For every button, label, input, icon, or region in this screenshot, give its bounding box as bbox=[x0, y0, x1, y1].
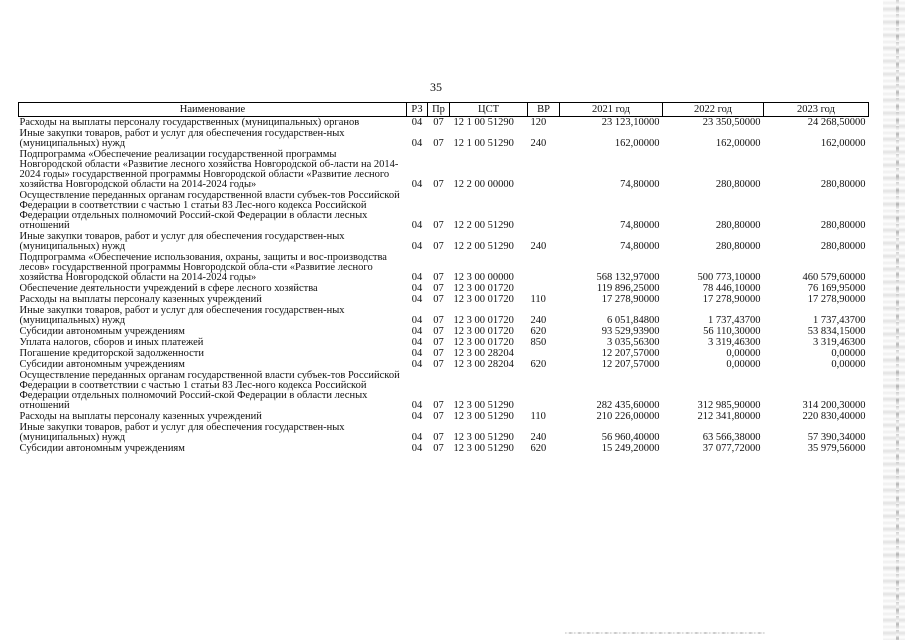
cell-2023: 460 579,60000 bbox=[802, 272, 866, 283]
cell-2021: 74,80000 bbox=[620, 241, 660, 252]
cell-2022: 1 737,43700 bbox=[708, 315, 761, 326]
cell-name: Расходы на выплаты персоналу казенных учреждений bbox=[19, 294, 262, 305]
cell-2023: 314 200,30000 bbox=[802, 400, 866, 411]
cell-name: Субсидии автономным учреждениям bbox=[19, 326, 185, 337]
header-cst: ЦСТ bbox=[450, 103, 528, 117]
cell-vr bbox=[528, 252, 560, 283]
cell-2023: 220 830,40000 bbox=[802, 411, 866, 422]
cell-rz: 04 bbox=[411, 283, 423, 294]
cell-rz: 04 bbox=[411, 359, 423, 370]
table-row bbox=[19, 117, 869, 129]
cell-2021: 119 896,25000 bbox=[596, 283, 660, 294]
cell-vr: 110 bbox=[530, 411, 546, 422]
cell-cst: 12 1 00 51290 bbox=[453, 138, 514, 149]
table-row bbox=[19, 411, 869, 422]
cell-vr: 240 bbox=[530, 241, 547, 252]
table-row bbox=[19, 190, 869, 231]
table-row bbox=[19, 348, 869, 359]
cell-2022: 0,00000 bbox=[726, 348, 761, 359]
cell-vr: 850 bbox=[530, 337, 547, 348]
table-row bbox=[19, 252, 869, 283]
cell-pr: 07 bbox=[433, 117, 444, 128]
cell-2022: 37 077,72000 bbox=[702, 443, 761, 454]
budget-table bbox=[18, 102, 869, 454]
cell-2021: 93 529,93900 bbox=[601, 326, 660, 337]
cell-2022: 312 985,90000 bbox=[697, 400, 761, 411]
cell-2021: 282 435,60000 bbox=[596, 400, 660, 411]
cell-pr: 07 bbox=[433, 443, 444, 454]
table-row bbox=[19, 294, 869, 305]
cell-name: Субсидии автономным учреждениям bbox=[19, 443, 185, 454]
cell-2023: 17 278,90000 bbox=[807, 294, 866, 305]
cell-pr: 07 bbox=[433, 272, 444, 283]
table-row bbox=[19, 128, 869, 149]
cell-rz: 04 bbox=[411, 294, 423, 305]
cell-cst: 12 3 00 01720 bbox=[453, 337, 514, 348]
cell-pr: 07 bbox=[433, 411, 444, 422]
header-name: Наименование bbox=[19, 103, 407, 117]
cell-2021: 6 051,84800 bbox=[607, 315, 660, 326]
header-rz: РЗ bbox=[407, 103, 428, 117]
header-2022: 2022 год bbox=[663, 103, 764, 117]
cell-cst: 12 3 00 01720 bbox=[453, 326, 514, 337]
cell-name: Обеспечение деятельности учреждений в сфере лесного хозяйства bbox=[19, 283, 318, 294]
cell-rz: 04 bbox=[411, 315, 423, 326]
table-row bbox=[19, 359, 869, 370]
cell-2021: 17 278,90000 bbox=[601, 294, 660, 305]
header-2023: 2023 год bbox=[764, 103, 869, 117]
cell-cst: 12 3 00 51290 bbox=[453, 443, 514, 454]
table-row bbox=[19, 283, 869, 294]
cell-cst: 12 3 00 51290 bbox=[453, 432, 514, 443]
cell-vr bbox=[528, 149, 560, 190]
cell-rz: 04 bbox=[411, 179, 423, 190]
cell-rz: 04 bbox=[411, 220, 423, 231]
cell-2021: 74,80000 bbox=[620, 220, 660, 231]
cell-2021: 74,80000 bbox=[620, 179, 660, 190]
cell-2022: 63 566,38000 bbox=[702, 432, 761, 443]
cell-rz: 04 bbox=[411, 326, 423, 337]
cell-2023: 57 390,34000 bbox=[807, 432, 866, 443]
cell-2023: 280,80000 bbox=[820, 220, 866, 231]
cell-name: Осуществление переданных органам государственной власти субъек-тов Российской Федерации в соответствии с частью 1 статьи 83 Лес-ного кодекса Российской Федерации отдельных полномочий Россий-ской Федерации в области лесных отношений bbox=[19, 370, 400, 411]
cell-name: Осуществление переданных органам государственной власти субъек-тов Российской Федерации в соответствии с частью 1 статьи 83 Лес-ного кодекса Российской Федерации отдельных полномочий Россий-ской Федерации в области лесных отношений bbox=[19, 190, 400, 231]
cell-name: Расходы на выплаты персоналу казенных учреждений bbox=[19, 411, 262, 422]
table-row bbox=[19, 370, 869, 411]
table-body bbox=[19, 117, 869, 455]
cell-name: Иные закупки товаров, работ и услуг для обеспечения государствен-ных (муниципальных) нужд bbox=[19, 422, 345, 443]
cell-pr: 07 bbox=[433, 294, 444, 305]
cell-2021: 12 207,57000 bbox=[601, 359, 660, 370]
cell-cst: 12 2 00 51290 bbox=[453, 241, 514, 252]
cell-2023: 1 737,43700 bbox=[813, 315, 866, 326]
cell-2021: 568 132,97000 bbox=[596, 272, 660, 283]
cell-2022: 23 350,50000 bbox=[702, 117, 761, 128]
cell-name: Уплата налогов, сборов и иных платежей bbox=[19, 337, 204, 348]
cell-pr: 07 bbox=[433, 326, 444, 337]
cell-rz: 04 bbox=[411, 138, 423, 149]
table-row bbox=[19, 231, 869, 252]
cell-2023: 3 319,46300 bbox=[813, 337, 866, 348]
cell-name: Подпрограмма «Обеспечение реализации государственной программы Новгородской области «Развитие лесного хозяйства Новгородской об-ласти на 2014-2024 годы» государственной программы Новгородской области «Развитие лесного хозяйства Новгородской области на 2014-2024 годы» bbox=[19, 149, 399, 190]
table-header-row bbox=[19, 103, 869, 117]
table-row bbox=[19, 422, 869, 443]
cell-rz: 04 bbox=[411, 443, 423, 454]
cell-2021: 56 960,40000 bbox=[601, 432, 660, 443]
cell-name: Иные закупки товаров, работ и услуг для обеспечения государствен-ных (муниципальных) нужд bbox=[19, 128, 345, 149]
cell-cst: 12 3 00 01720 bbox=[453, 283, 514, 294]
header-2021: 2021 год bbox=[560, 103, 663, 117]
cell-cst: 12 2 00 51290 bbox=[453, 220, 514, 231]
cell-2022: 0,00000 bbox=[726, 359, 761, 370]
table-row bbox=[19, 326, 869, 337]
cell-2022: 17 278,90000 bbox=[702, 294, 761, 305]
cell-cst: 12 1 00 51290 bbox=[453, 117, 514, 128]
cell-vr bbox=[528, 348, 560, 359]
cell-2021: 3 035,56300 bbox=[607, 337, 660, 348]
header-pr: Пр bbox=[428, 103, 450, 117]
cell-cst: 12 3 00 00000 bbox=[453, 272, 514, 283]
cell-pr: 07 bbox=[433, 283, 444, 294]
header-vr: ВР bbox=[528, 103, 560, 117]
cell-name: Субсидии автономным учреждениям bbox=[19, 359, 185, 370]
cell-2022: 162,00000 bbox=[715, 138, 761, 149]
cell-vr: 110 bbox=[530, 294, 546, 305]
page-number: 35 bbox=[430, 80, 442, 94]
cell-2022: 212 341,80000 bbox=[697, 411, 761, 422]
cell-vr: 240 bbox=[530, 315, 547, 326]
cell-pr: 07 bbox=[433, 220, 444, 231]
table-row bbox=[19, 305, 869, 326]
cell-vr bbox=[528, 190, 560, 231]
scan-noise bbox=[565, 632, 765, 634]
table-row bbox=[19, 149, 869, 190]
cell-rz: 04 bbox=[411, 411, 423, 422]
cell-cst: 12 3 00 01720 bbox=[453, 294, 514, 305]
cell-2022: 78 446,10000 bbox=[702, 283, 761, 294]
cell-rz: 04 bbox=[411, 117, 423, 128]
table-row bbox=[19, 443, 869, 454]
cell-pr: 07 bbox=[433, 315, 444, 326]
cell-2021: 23 123,10000 bbox=[601, 117, 660, 128]
cell-vr: 620 bbox=[530, 359, 547, 370]
table-row bbox=[19, 337, 869, 348]
cell-vr: 620 bbox=[530, 443, 547, 454]
cell-rz: 04 bbox=[411, 272, 423, 283]
cell-2023: 0,00000 bbox=[831, 359, 866, 370]
cell-name: Подпрограмма «Обеспечение использования, охраны, защиты и вос-производства лесов» государственной программы Новгородской обла-сти «Развитие лесного хозяйства Новгородской области на 2014-2024 годы» bbox=[19, 252, 387, 283]
cell-cst: 12 3 00 28204 bbox=[453, 348, 514, 359]
cell-rz: 04 bbox=[411, 337, 423, 348]
cell-pr: 07 bbox=[433, 432, 444, 443]
cell-2023: 0,00000 bbox=[831, 348, 866, 359]
cell-cst: 12 3 00 01720 bbox=[453, 315, 514, 326]
cell-pr: 07 bbox=[433, 138, 444, 149]
cell-vr: 120 bbox=[530, 117, 547, 128]
cell-vr: 240 bbox=[530, 138, 547, 149]
cell-2023: 280,80000 bbox=[820, 179, 866, 190]
cell-name: Иные закупки товаров, работ и услуг для обеспечения государствен-ных (муниципальных) нужд bbox=[19, 231, 345, 252]
cell-2023: 24 268,50000 bbox=[807, 117, 866, 128]
cell-2021: 162,00000 bbox=[614, 138, 660, 149]
cell-vr bbox=[528, 370, 560, 411]
cell-2022: 500 773,10000 bbox=[697, 272, 761, 283]
cell-name: Иные закупки товаров, работ и услуг для обеспечения государствен-ных (муниципальных) нужд bbox=[19, 305, 345, 326]
cell-vr: 620 bbox=[530, 326, 547, 337]
cell-2023: 53 834,15000 bbox=[807, 326, 866, 337]
cell-name: Расходы на выплаты персоналу государственных (муниципальных) органов bbox=[19, 117, 360, 128]
cell-2021: 210 226,00000 bbox=[596, 411, 660, 422]
cell-name: Погашение кредиторской задолженности bbox=[19, 348, 204, 359]
cell-rz: 04 bbox=[411, 400, 423, 411]
cell-pr: 07 bbox=[433, 359, 444, 370]
cell-pr: 07 bbox=[433, 241, 444, 252]
cell-2022: 280,80000 bbox=[715, 179, 761, 190]
scan-edge-artifact bbox=[883, 0, 905, 640]
cell-cst: 12 3 00 28204 bbox=[453, 359, 514, 370]
cell-2022: 3 319,46300 bbox=[708, 337, 761, 348]
cell-cst: 12 2 00 00000 bbox=[453, 179, 514, 190]
cell-pr: 07 bbox=[433, 348, 444, 359]
cell-rz: 04 bbox=[411, 241, 423, 252]
cell-cst: 12 3 00 51290 bbox=[453, 411, 514, 422]
scan-edge-line bbox=[896, 0, 899, 640]
cell-2023: 76 169,95000 bbox=[807, 283, 866, 294]
cell-2023: 35 979,56000 bbox=[807, 443, 866, 454]
cell-2022: 280,80000 bbox=[715, 220, 761, 231]
cell-rz: 04 bbox=[411, 432, 423, 443]
cell-pr: 07 bbox=[433, 400, 444, 411]
cell-2023: 280,80000 bbox=[820, 241, 866, 252]
cell-2023: 162,00000 bbox=[820, 138, 866, 149]
cell-2022: 280,80000 bbox=[715, 241, 761, 252]
cell-2021: 12 207,57000 bbox=[601, 348, 660, 359]
cell-vr: 240 bbox=[530, 432, 547, 443]
cell-pr: 07 bbox=[433, 179, 444, 190]
cell-rz: 04 bbox=[411, 348, 423, 359]
cell-2022: 56 110,30000 bbox=[703, 326, 761, 337]
cell-2021: 15 249,20000 bbox=[601, 443, 660, 454]
cell-pr: 07 bbox=[433, 337, 444, 348]
cell-cst: 12 3 00 51290 bbox=[453, 400, 514, 411]
cell-vr bbox=[528, 283, 560, 294]
